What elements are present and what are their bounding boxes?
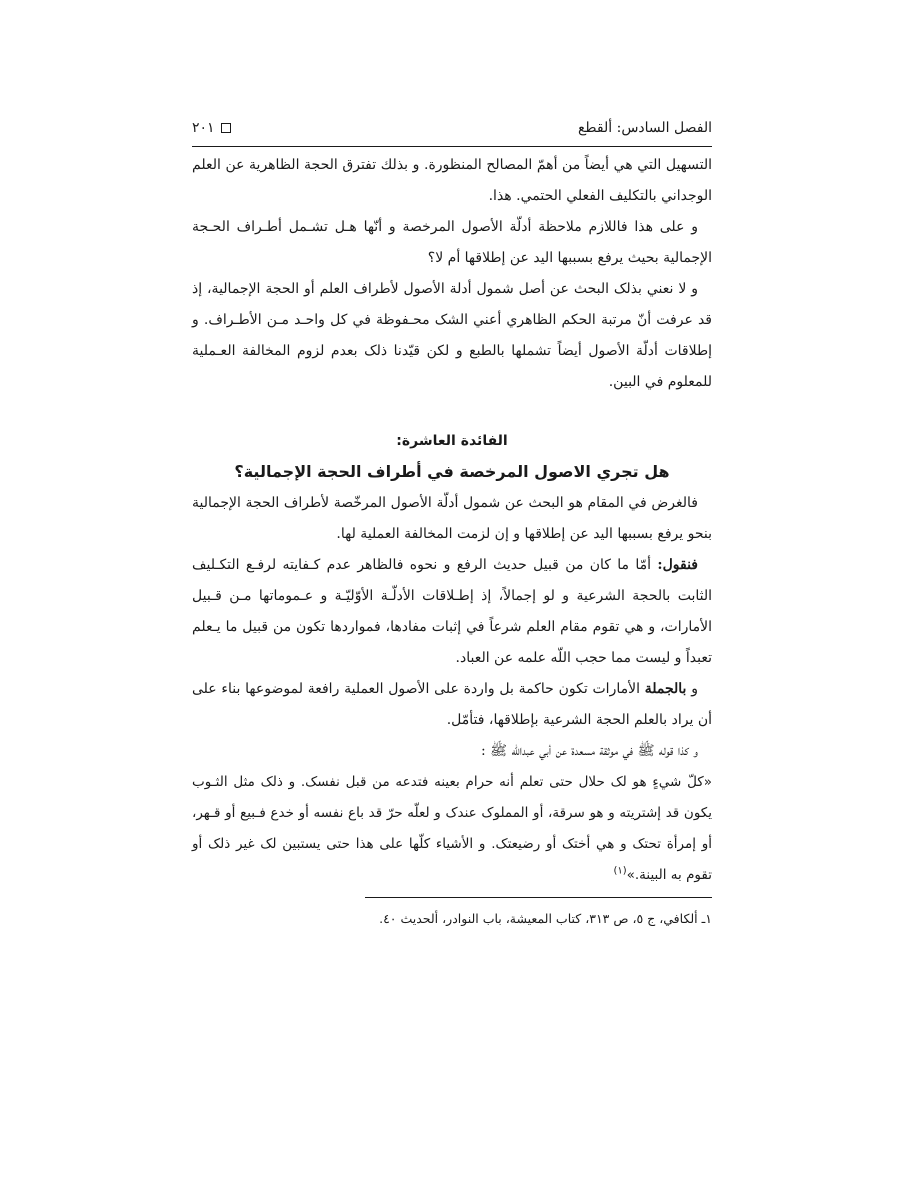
paragraph-1: التسهيل التي هي أيضاً من أهمّ المصالح المنظورة. و بذلك تفترق الحجة الظاهرية عن العلم الوجداني بالتكليف الفعلي الحتمي. هذا.: [192, 157, 712, 204]
paragraph-6-text: الأمارات تكون حاكمة بل واردة على الأصول العملية رافعة لموضوعها بناء على أن يراد بالعلم الحجة الشرعية بإطلاقها، فتأمّل.: [192, 681, 712, 728]
page-number: ٢٠١: [192, 120, 215, 136]
spacer: [192, 398, 712, 426]
quote-text: «كلّ شيءٍ هو لک حلال حتى تعلم أنه حرام بعينه فتدعه من قبل نفسک. و ذلک مثل الثـوب يكون قد إشتريته و هو سرقة، أو المملوک عندک و لعلّه حرّ قد باع نفسه أو خدع فـبيع أو قـهر، أو إمرأة تحتک و هي أختک أو رضيعتک. و الأشياء كلّها على هذا حتى يستبين لک غير ذلک أو تقوم به البينة.»: [192, 774, 712, 883]
paragraph-4: فالغرض في المقام هو البحث عن شمول أدلّة الأصول المرخّصة لأطراف الحجة الإجمالية بنحو يرفع بسببها اليد عن إطلاقها و إن لزمت المخالفة العملية لها.: [192, 495, 712, 542]
page-number-group: [192, 120, 231, 136]
paragraph-5-text: أمّا ما كان من قبيل حديث الرفع و نحوه فالظاهر عدم كـفايته لرفـع التكـليف الثابت بالحجة الشرعية و لو إجمالاً، إذ إطـلاقات الأدلّـة الأوّليّـة و عـموماتها مـن قـبيل الأمارات، و هي تقوم مقام العلم شرعاً في إثبات مفادها، فموارده‍ا تكون من قبيل ما يـعلم تعبداً و ليست مما حجب اللّه علمه عن العباد.: [192, 557, 712, 666]
section-title: هل تجري الاصول المرخصة في أطراف الحجة الإجمالية؟: [234, 462, 670, 481]
paragraph-6-lead: بالجملة: [644, 681, 687, 697]
hadith-quote: [192, 767, 712, 891]
section-label: الفائدة العاشرة:: [396, 433, 508, 449]
paragraph-5-lead: فنقول:: [657, 557, 698, 573]
body-text: [192, 150, 712, 891]
square-icon: [221, 123, 231, 133]
chapter-title: الفصل السادس: ألقطع: [577, 120, 712, 136]
paragraph-5: [192, 550, 712, 674]
paragraph-3: و لا نعني بذلک البحث عن أصل شمول أدلة الأصول لأطراف العلم أو الحجة الإجمالية، إذ قد عرفت أنّ مرتبة الحكم الظاهري أعني الشک محـفوظة في كل واحـد مـن الأطـراف. و إطلاقات أدلّة الأصول أيضاً تشملها بالطبع و لكن قيّدنا ذلک بعدم لزوم المخالفة العـملية للمعلوم في البين.: [192, 281, 712, 390]
paragraph-6: [192, 674, 712, 736]
paragraph-6-pre: و: [686, 681, 698, 697]
footnote-rule: [365, 897, 712, 898]
header-rule: [192, 146, 712, 147]
footnote-text: ١ـ ألكافي، ج ٥، ص ٣١٣، كتاب المعيشة، باب النوادر، ألحديث ٤٠.: [379, 911, 712, 926]
running-header: [192, 118, 712, 142]
paragraph-7: و كذا قوله ﷺ في موثقة مسعدة عن أبي عبداللّه ﷺ :: [481, 743, 698, 759]
footnote-ref[interactable]: (١): [613, 865, 627, 877]
paragraph-2: و على هذا فاللازم ملاحظة أدلّة الأصول المرخصة و أنّها هـل تشـمل أطـراف الحـجة الإجمالية بحيث يرفع بسببها اليد عن إطلاقها أم لا؟: [192, 219, 712, 266]
